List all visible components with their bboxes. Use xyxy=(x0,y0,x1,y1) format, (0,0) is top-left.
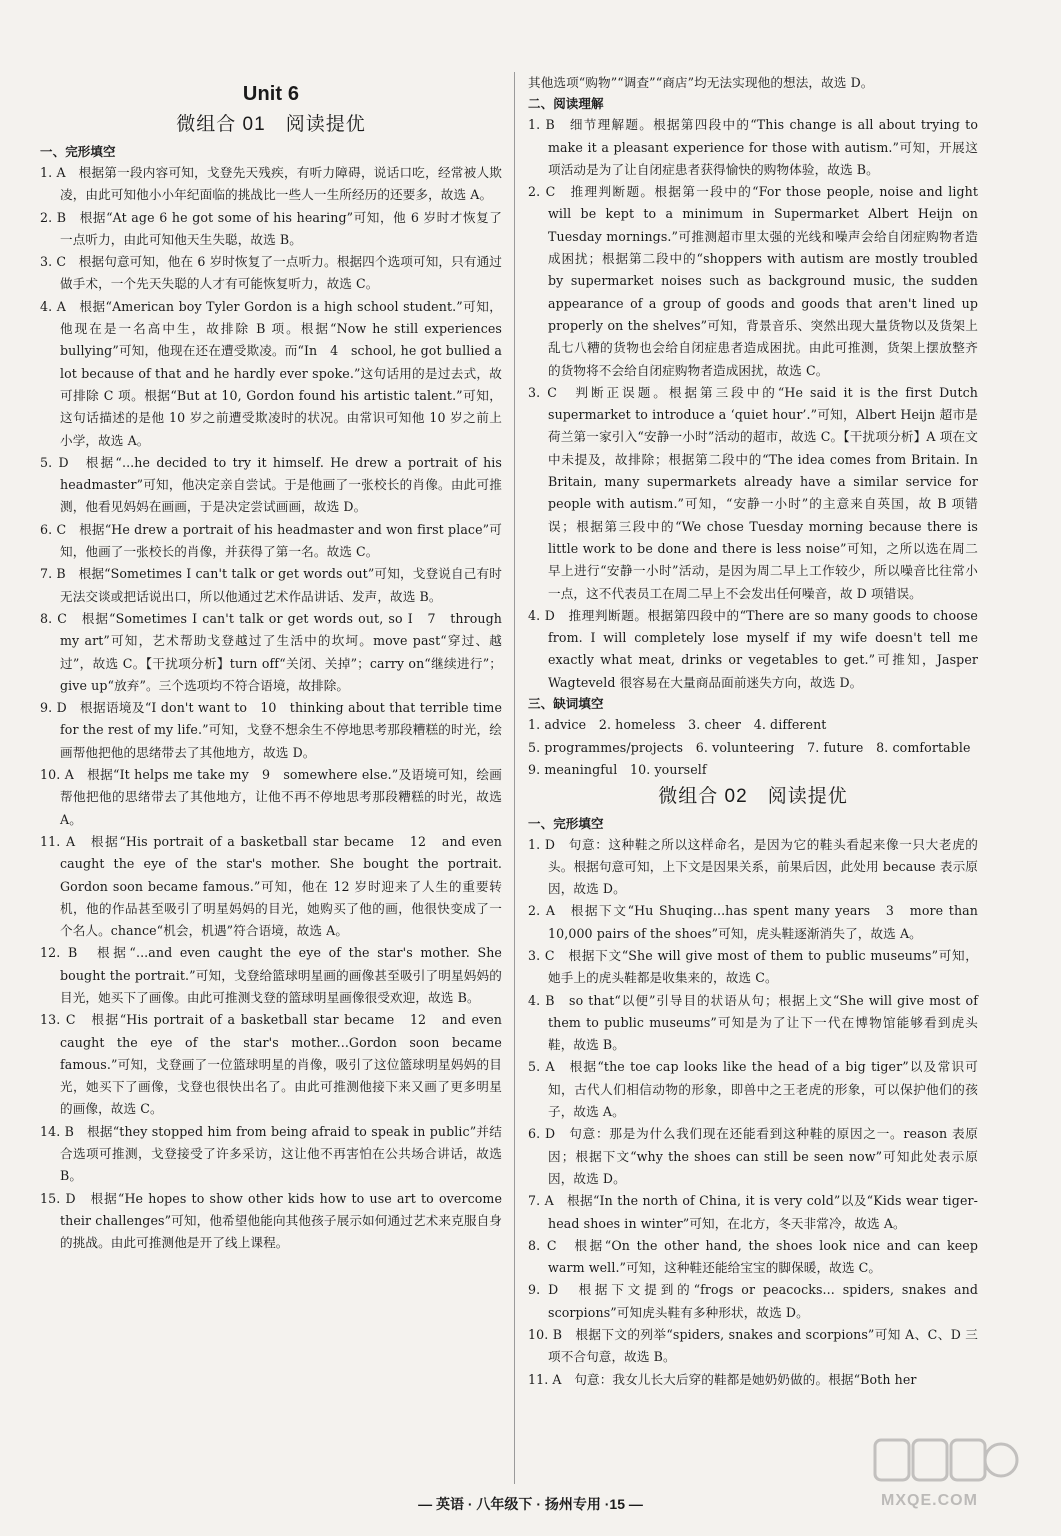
page-footer: — 英语 · 八年级下 · 扬州专用 ·15 — xyxy=(418,1496,643,1512)
watermark-logo xyxy=(871,1434,1021,1514)
answer-item: 2. C 推理判断题。根据第一段中的“For those people, noise and light will be kept to a minimum in Supermarket Albert Heijn on Tuesday mornings.”可推测超市里太强的光线和噪声会给自闭症购物者造成困扰；根据第二段中的“shoppers with autism are mostly troubled by supermarket noises such as background music, the sudden appearance of a group of goods and goods that aren't lined up properly on the shelves”可知，背景音乐、突然出现大量货物以及货架上乱七八糟的货物也会给自闭症患者造成困扰。由此可推测，货架上摆放整齐的货物将不会给自闭症购物者造成困扰，故选 C。 xyxy=(528,184,978,378)
answer-item: 10. A 根据“It helps me take my 9 somewhere else.”及语境可知，绘画帮他把他的思绪带去了其他地方，让他不再不停地思考那段糟糕的时光，故选 A。 xyxy=(40,767,502,827)
cloze-answer-row: 1. advice 2. homeless 3. cheer 4. different xyxy=(528,717,827,733)
right-column xyxy=(528,72,978,1391)
group-title-1: 微组合 01 阅读提优 xyxy=(176,114,366,135)
answer-item: 6. C 根据“He drew a portrait of his headmaster and won first place”可知，他画了一张校长的肖像，并获得了第一名。故选 C。 xyxy=(40,521,502,560)
answer-item: 12. B 根据“...and even caught the eye of the star's mother. She bought the portrait.”可知，戈登给篮球明星画的画像甚至吸引了明星妈妈的目光，她买下了画像。由此可推测戈登的篮球明星画像很受欢迎，故选 B。 xyxy=(40,945,502,1005)
answer-item: 3. C 判断正误题。根据第三段中的“He said it is the first Dutch supermarket to introduce a ‘quiet hour’.”可知，Albert Heijn 超市是荷兰第一家引入“安静一小时”活动的超市，故选 C。【干扰项分析】A 项在文中未提及，故排除；根据第二段中的“The idea comes from Britain. In Britain, many supermarkets already have a similar service for people with autism.”可知，“安静一小时”的主意来自英国，故 B 项错误；根据第三段中的“We chose Tuesday morning because there is little work to be done and there is less noise”可知，之所以选在周二早上进行“安静一小时”活动，是因为周二早上工作较少，所以噪音比往常小一点，这不代表员工在周二早上不会发出任何噪音，故 D 项错误。 xyxy=(528,384,978,601)
answer-item: 5. D 根据“...he decided to try it himself. He drew a portrait of his headmaster”可知，他决定亲自尝试。于是他画了一张校长的肖像。由此可推测，他看见妈妈在画画，于是决定尝试画画，故选 D。 xyxy=(40,454,502,515)
answer-item: 8. C 根据“Sometimes I can't talk or get words out, so I 7 through my art”可知，艺术帮助戈登越过了生活中的坎坷。move past“穿过、越过”，故选 C。【干扰项分析】turn off“关闭、关掉”；carry on“继续进行”；give up“放弃”。三个选项均不符合语境，故排除。 xyxy=(40,610,502,693)
group-title-2: 微组合 02 阅读提优 xyxy=(658,785,848,807)
answer-item: 5. A 根据“the toe cap looks like the head of a big tiger”以及常识可知，古代人们相信动物的形象，即兽中之王老虎的形象，可以保护他们的孩子，故选 A。 xyxy=(528,1059,978,1120)
answer-item: 10. B 根据下文的列举“spiders, snakes and scorpions”可知 A、C、D 三项不合句意，故选 B。 xyxy=(528,1327,978,1365)
answer-item: 1. A 根据第一段内容可知，戈登先天残疾，有听力障碍，说话口吃，经常被人欺凌，由此可知他小小年纪面临的挑战比一些人一生所经历的还要多，故选 A。 xyxy=(40,165,502,203)
section-cloze-title-2: 一、完形填空 xyxy=(528,816,604,831)
watermark-icon xyxy=(871,1434,1021,1494)
answer-item: 14. B 根据“they stopped him from being afraid to speak in public”并结合选项可推测，戈登接受了许多采访，这让他不再害怕在公共场合讲话，故选 B。 xyxy=(40,1123,502,1184)
left-column xyxy=(40,72,502,1255)
answer-item: 13. C 根据“His portrait of a basketball star became 12 and even caught the eye of the star's mother...Gordon soon became famous.”可知，戈登画了一位篮球明星的肖像，吸引了这位篮球明星妈妈的目光，她买下了画像，戈登也很快出名了。由此可推测他接下来又画了更多明星的画像，故选 C。 xyxy=(40,1012,502,1117)
cloze-answer-row: 5. programmes/projects 6. volunteering 7. future 8. comfortable xyxy=(528,739,971,755)
answer-item: 2. B 根据“At age 6 he got some of his hearing”可知，他 6 岁时才恢复了一点听力，由此可知他天生失聪，故选 B。 xyxy=(40,209,502,247)
answer-item: 3. C 根据句意可知，他在 6 岁时恢复了一点听力。根据四个选项可知，只有通过做手术，一个先天失聪的人才有可能恢复听力，故选 C。 xyxy=(40,254,502,292)
unit-title: Unit 6 xyxy=(242,83,300,105)
answer-item: 4. D 推理判断题。根据第四段中的“There are so many goods to choose from. I will completely lose myself if my wife doesn't tell me exactly what meat, drinks or vegetables to get.”可推知，Jasper Wagteveld 很容易在大量商品面前迷失方向，故选 D。 xyxy=(528,607,978,690)
answer-item: 3. C 根据下文“She will give most of them to public museums”可知，她手上的虎头鞋都是收集来的，故选 C。 xyxy=(528,948,978,986)
answer-item: 9. D 根据语境及“I don't want to 10 thinking about that terrible time for the rest of my life.”可知，戈登不想余生不停地思考那段糟糕的时光，绘画帮他把他的思绪带去了其他地方，故选 D。 xyxy=(40,700,502,760)
answer-item: 6. D 句意：那是为什么我们现在还能看到这种鞋的原因之一。reason 表原因；根据下文“why the shoes can still be seen now”可知此处表示原因，故选 D。 xyxy=(528,1126,978,1186)
answer-item: 2. A 根据下文“Hu Shuqing...has spent many years 3 more than 10,000 pairs of the shoes”可知，虎头鞋逐渐消失了，故选 A。 xyxy=(528,903,978,941)
answer-item: 7. A 根据“In the north of China, it is very cold”以及“Kids wear tiger-head shoes in winter”可知，在北方，冬天非常冷，故选 A。 xyxy=(528,1193,978,1231)
watermark-text: MXQE.COM xyxy=(881,1492,978,1509)
section-cloze-title: 一、完形填空 xyxy=(40,145,116,159)
answer-item: 7. B 根据“Sometimes I can't talk or get words out”可知，戈登说自己有时无法交谈或把话说出口，所以他通过艺术作品讲话、发声，故选 B。 xyxy=(40,566,502,604)
section-reading-title: 二、阅读理解 xyxy=(528,97,604,112)
answer-item: 1. D 句意：这种鞋之所以这样命名，是因为它的鞋头看起来像一只大老虎的头。根据句意可知，上下文是因果关系，前果后因，此处用 because 表示原因，故选 D。 xyxy=(528,836,978,897)
column-divider xyxy=(514,72,515,1484)
answer-item: 4. A 根据“American boy Tyler Gordon is a high school student.”可知，他现在是一名高中生，故排除 B 项。根据“Now he still experiences bullying”可知，他现在还在遭受欺凌。而“In 4 school, he got bullied a lot because of that and he hardly ever spoke.”这句话用的是过去式，故可排除 C 项。根据“But at 10, Gordon found his artistic talent.”可知，这句话描述的是他 10 岁之前遭受欺凌时的状况。由常识可知他 10 岁之前上小学，故选 A。 xyxy=(40,298,502,448)
answer-item: 11. A 根据“His portrait of a basketball star became 12 and even caught the eye of the star's mother. She bought the portrait. Gordon soon became famous.”可知，他在 12 岁时迎来了人生的重要转机，他的作品甚至吸引了明星妈妈的目光，她购买了他的画，他很快变成了一个名人。chance“机会，机遇”符合语境，故选 A。 xyxy=(40,833,502,939)
continuation-text: 其他选项“购物”“调查”“商店”均无法实现他的想法，故选 D。 xyxy=(528,75,874,90)
cloze-answer-row: 9. meaningful 10. yourself xyxy=(528,762,707,778)
answer-item: 4. B so that“以便”引导目的状语从句；根据上文“She will give most of them to public museums”可知是为了让下一代在博物馆能够看到虎头鞋，故选 B。 xyxy=(528,992,978,1053)
section-fill-title: 三、缺词填空 xyxy=(528,697,604,712)
answer-item: 1. B 细节理解题。根据第四段中的“This change is all about trying to make it a pleasant experience for those with autism.”可知，开展这项活动是为了让自闭症患者获得愉快的购物体验，故选 B。 xyxy=(528,117,978,177)
answer-item: 11. A 句意：我女儿长大后穿的鞋都是她奶奶做的。根据“Both her xyxy=(528,1371,917,1387)
answer-item: 15. D 根据“He hopes to show other kids how to use art to overcome their challenges”可知，他希望他能向其他孩子展示如何通过艺术来克服自身的挑战。由此可推测他是开了线上课程。 xyxy=(40,1190,502,1251)
answer-item: 8. C 根据“On the other hand, the shoes look nice and can keep warm well.”可知，这种鞋还能给宝宝的脚保暖，故选 C。 xyxy=(528,1237,978,1276)
answer-item: 9. D 根据下文提到的“frogs or peacocks... spiders, snakes and scorpions”可知虎头鞋有多种形状，故选 D。 xyxy=(528,1282,978,1320)
